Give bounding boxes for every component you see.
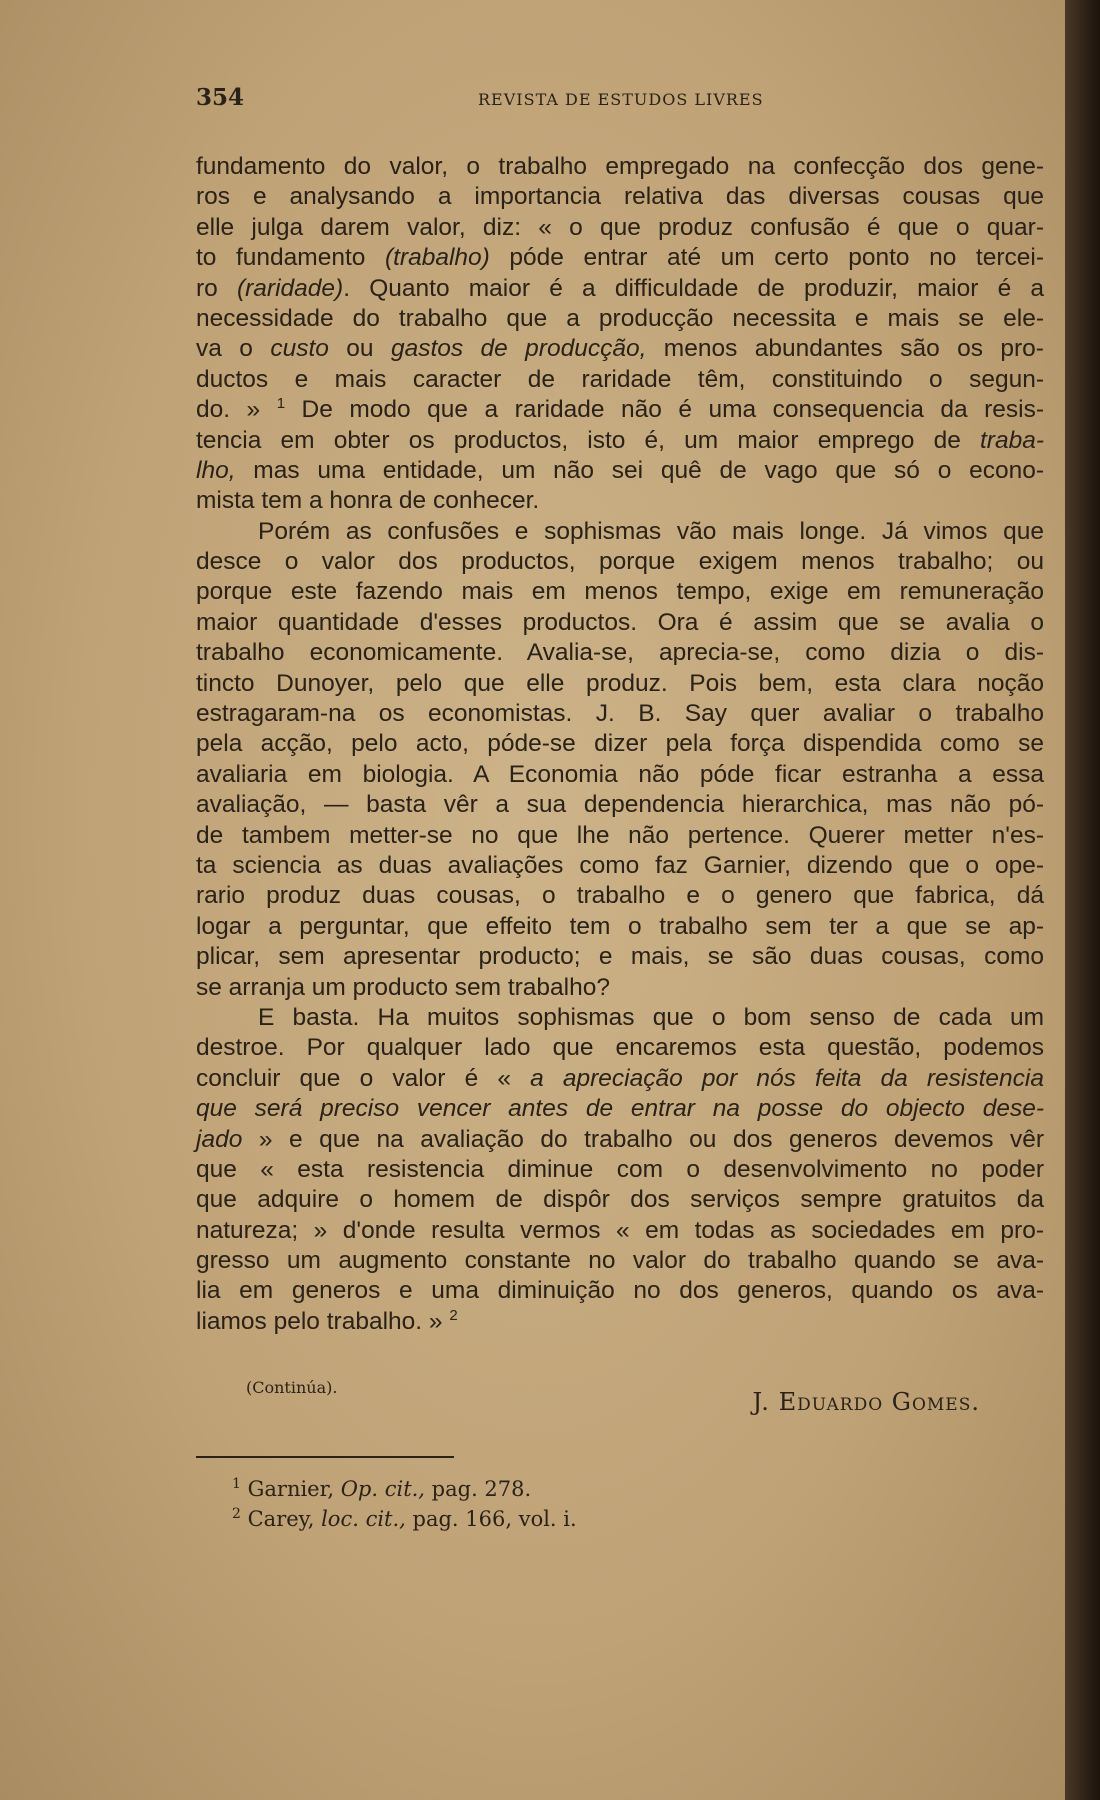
- text-line: desce o valor dos productos, porque exigem menos trabalho; ou: [196, 548, 1044, 576]
- text-line: que « esta resistencia diminue com o desenvolvimento no poder: [196, 1155, 1044, 1183]
- text-line: mista tem a honra de conhecer.: [196, 487, 540, 515]
- text-line: ros e analysando a importancia relativa das diversas cousas que: [196, 183, 1044, 211]
- footnote-ref: 1: [276, 394, 286, 412]
- text-line: lia em generos e uma diminuição no dos generos, quando os ava-: [196, 1277, 1044, 1305]
- text-line: ro (raridade). Quanto maior é a difficuldade de produzir, maior é a: [196, 274, 1045, 302]
- text-line: logar a perguntar, que effeito tem o trabalho sem ter a que se ap-: [196, 912, 1044, 940]
- text-line: tincto Dunoyer, pelo que elle produz. Pois bem, esta clara noção: [196, 669, 1044, 697]
- book-spine-edge: [1065, 0, 1100, 1800]
- author-signature: J. Eduardo Gomes.: [752, 1388, 980, 1416]
- text-line: gresso um augmento constante no valor do trabalho quando se ava-: [196, 1247, 1044, 1275]
- text-line: natureza; » d'onde resulta vermos « em todas as sociedades em pro-: [196, 1216, 1044, 1244]
- text-line: jado » e que na avaliação do trabalho ou dos generos devemos vêr: [196, 1125, 1044, 1153]
- body-text: [196, 152, 1044, 1337]
- text-line: va o custo ou gastos de producção, menos abundantes são os pro-: [196, 335, 1044, 363]
- footnotes: [232, 1474, 577, 1534]
- footnote: $^2$ Carey, loc. cit., pag. 166, vol. i.: [232, 1506, 577, 1531]
- text-line: lho, mas uma entidade, um não sei quê de vago que só o econo-: [196, 456, 1044, 484]
- text-line: Porém as confusões e sophismas vão mais longe. Já vimos que: [258, 517, 1044, 545]
- text-line: de tambem metter-se no que lhe não pertence. Querer metter n'es-: [196, 821, 1044, 849]
- text-line: trabalho economicamente. Avalia-se, aprecia-se, como dizia o dis-: [196, 639, 1044, 667]
- text-line: avaliação, — basta vêr a sua dependencia hierarchica, mas não pó-: [196, 791, 1044, 819]
- text-line: que adquire o homem de dispôr dos serviços sempre gratuitos da: [196, 1186, 1044, 1214]
- text-line: E basta. Ha muitos sophismas que o bom senso de cada um: [258, 1003, 1044, 1031]
- page-number: 354: [196, 84, 245, 111]
- text-line: se arranja um producto sem trabalho?: [196, 973, 610, 1001]
- text-line: liamos pelo trabalho. » $^2$: [196, 1306, 458, 1335]
- footnote-rule: [196, 1456, 454, 1458]
- running-title: REVISTA DE ESTUDOS LIVRES: [478, 90, 764, 109]
- text-line: ta sciencia as duas avaliações como faz Garnier, dizendo que o ope-: [196, 851, 1044, 879]
- footnote: $^1$ Garnier, Op. cit., pag. 278.: [232, 1476, 532, 1501]
- text-line: concluir que o valor é « a apreciação por nós feita da resistencia: [196, 1064, 1044, 1092]
- text-line: necessidade do trabalho que a producção necessita e mais se ele-: [196, 304, 1044, 332]
- text-line: to fundamento (trabalho) póde entrar até um certo ponto no tercei-: [196, 244, 1045, 272]
- text-line: rario produz duas cousas, o trabalho e o genero que fabrica, dá: [196, 882, 1044, 910]
- text-line: maior quantidade d'esses productos. Ora é assim que se avalia o: [196, 608, 1044, 636]
- text-line: porque este fazendo mais em menos tempo, exige em remuneração: [196, 578, 1044, 606]
- text-line: tencia em obter os productos, isto é, um maior emprego de traba-: [196, 426, 1044, 454]
- text-line: ductos e mais caracter de raridade têm, constituindo o segun-: [196, 365, 1044, 393]
- text-line: destroe. Por qualquer lado que encaremos esta questão, podemos: [196, 1034, 1044, 1062]
- page-header: [196, 84, 1046, 114]
- text-line: avaliaria em biologia. A Economia não póde ficar estranha a essa: [196, 760, 1044, 788]
- text-line: plicar, sem apresentar producto; e mais, se são duas cousas, como: [196, 943, 1044, 971]
- continua-note: (Continúa).: [246, 1378, 338, 1397]
- text-line: fundamento do valor, o trabalho empregado na confecção dos gene-: [196, 153, 1044, 180]
- text-line: pela acção, pelo acto, póde-se dizer pela força dispendida como se: [196, 730, 1044, 758]
- text-line: estragaram-na os economistas. J. B. Say quer avaliar o trabalho: [196, 700, 1044, 728]
- text-line: elle julga darem valor, diz: « o que produz confusão é que o quar-: [196, 213, 1044, 241]
- text-line: que será preciso vencer antes de entrar na posse do objecto dese-: [196, 1095, 1044, 1123]
- text-line: do. » $^1$ De modo que a raridade não é uma consequencia da resis-: [196, 394, 1044, 424]
- footnote-ref: 2: [449, 1306, 458, 1324]
- closing: [196, 1378, 1044, 1418]
